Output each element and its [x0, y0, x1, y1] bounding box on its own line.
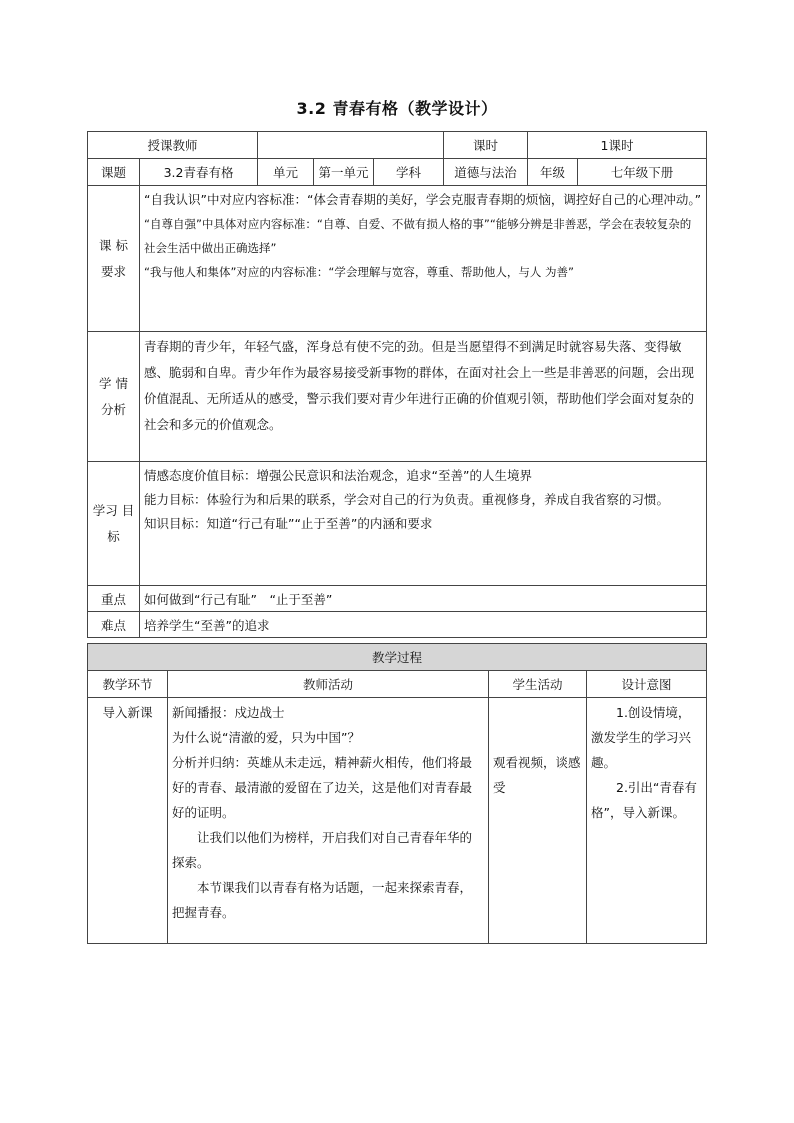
- column-header-teacher: 教师活动: [168, 671, 489, 698]
- key-point-text: 如何做到“行己有耻” “止于至善”: [140, 586, 707, 612]
- difficulty-text: 培养学生“至善”的追求: [140, 612, 707, 638]
- grade-value: 七年级下册: [578, 159, 707, 186]
- objectives-content: [140, 462, 707, 586]
- student-activity-text: 观看视频，谈感受: [493, 755, 581, 795]
- column-header-student: 学生活动: [489, 671, 587, 698]
- teaching-process-table: [87, 643, 707, 944]
- design-intent-line: 2.引出“青春有格”，导入新课。: [591, 780, 697, 820]
- period-label: 课时: [444, 132, 528, 159]
- analysis-text: 青春期的青少年，年轻气盛，浑身总有使不完的劲。但是当愿望得不到满足时就容易失落、变得敏感、脆弱和自卑。青少年作为最容易接受新事物的群体，在面对社会上一些是非善恶的问题，会出现价值混乱、无所适从的感受，警示我们要对青少年进行正确的价值观引领，帮助他们学会面对复杂的社会和多元的价值观念。: [144, 339, 695, 432]
- unit-label: 单元: [258, 159, 314, 186]
- grade-label: 年级: [528, 159, 578, 186]
- column-header-intent: 设计意图: [587, 671, 707, 698]
- unit-value: 第一单元: [314, 159, 374, 186]
- standards-line: “自我认识”中对应内容标准：“体会青春期的美好，学会克服青春期的烦恼，调控好自己的心理冲动。”: [144, 192, 702, 207]
- teacher-activity-cell: [168, 698, 489, 944]
- lesson-info-table: [87, 131, 707, 638]
- standards-content: [140, 186, 707, 332]
- analysis-content: [140, 332, 707, 462]
- design-intent-cell: [587, 698, 707, 944]
- table-row: [88, 698, 707, 944]
- period-value: 1课时: [528, 132, 707, 159]
- analysis-label: 学 情 分析: [88, 332, 140, 462]
- teacher-activity-line: 分析并归纳：英雄从未走远，精神薪火相传，他们将最好的青春、最清澈的爱留在了边关，这是他们对青春最好的证明。: [172, 755, 473, 820]
- teacher-activity-line: 让我们以他们为榜样，开启我们对自己青春年华的探索。: [172, 830, 473, 870]
- standards-label: 课 标 要求: [88, 186, 140, 332]
- student-activity-cell: [489, 698, 587, 944]
- column-header-stage: 教学环节: [88, 671, 168, 698]
- standards-line: “我与他人和集体”对应的内容标准：“学会理解与宽容，尊重、帮助他人，与人 为善”: [144, 265, 574, 279]
- objective-line: 能力目标：体验行为和后果的联系，学会对自己的行为负责。重视修身，养成自我省察的习惯。: [144, 492, 670, 507]
- subject-value: 道德与法治: [444, 159, 528, 186]
- teacher-label: 授课教师: [88, 132, 258, 159]
- process-header: 教学过程: [88, 644, 707, 671]
- difficulty-label: 难点: [88, 612, 140, 638]
- teacher-activity-line: 为什么说“清澈的爱，只为中国”？: [172, 730, 360, 745]
- design-intent-line: 1.创设情境，激发学生的学习兴趣。: [591, 705, 692, 770]
- subject-label: 学科: [374, 159, 444, 186]
- objective-line: 情感态度价值目标：增强公民意识和法治观念，追求“至善”的人生境界: [144, 468, 532, 483]
- objectives-label: 学习 目标: [88, 462, 140, 586]
- topic-value: 3.2青春有格: [140, 159, 258, 186]
- stage-cell: 导入新课: [88, 698, 168, 944]
- objective-line: 知识目标：知道“行己有耻”“止于至善”的内涵和要求: [144, 516, 433, 531]
- teacher-activity-line: 本节课我们以青春有格为话题，一起来探索青春，把握青春。: [172, 880, 473, 920]
- topic-label: 课题: [88, 159, 140, 186]
- teacher-value: [258, 132, 444, 159]
- document-title: 3.2 青春有格（教学设计）: [296, 99, 498, 118]
- key-point-label: 重点: [88, 586, 140, 612]
- teacher-activity-line: 新闻播报：戍边战士: [172, 705, 285, 720]
- standards-line: “自尊自强”中具体对应内容标准：“自尊、自爱、不做有损人格的事”“能够分辨是非善恶，学会在表较复杂的社会生活中做出正确选择”: [144, 217, 692, 255]
